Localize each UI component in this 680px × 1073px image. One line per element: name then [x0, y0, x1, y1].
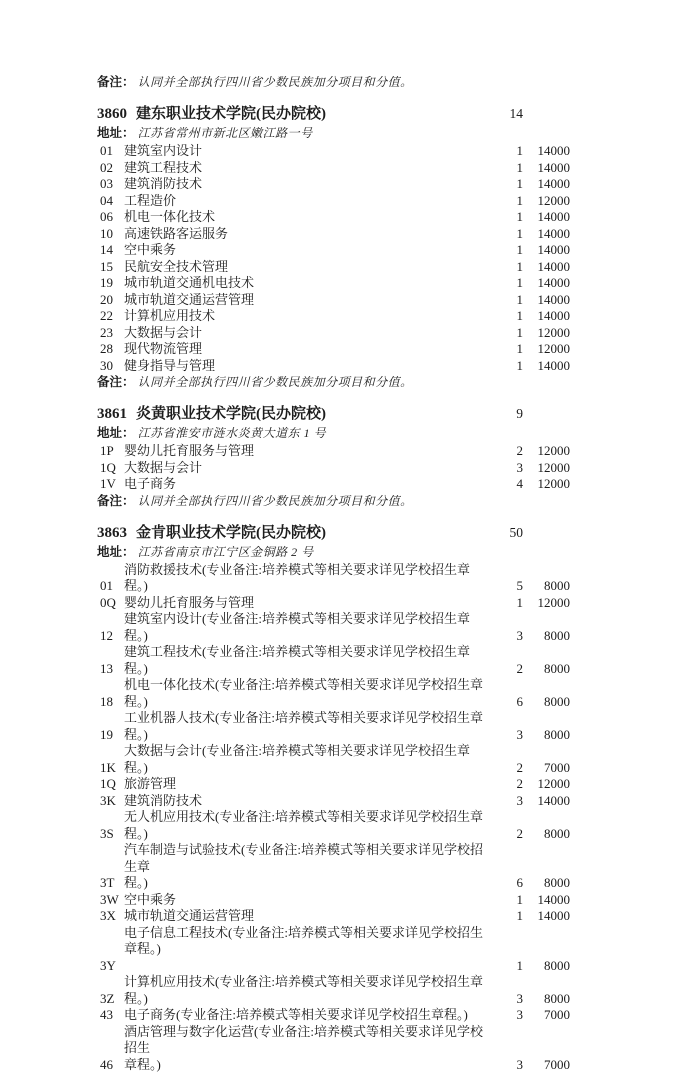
course-code: 30 [97, 358, 124, 375]
course-plan-count: 1 [493, 325, 523, 342]
course-plan-count: 4 [493, 476, 523, 493]
course-name-line: 建筑消防技术 [124, 793, 493, 810]
course-name [124, 1024, 493, 1073]
course-row [97, 443, 570, 460]
course-row [97, 710, 570, 743]
course-row [97, 209, 570, 226]
top-note-row [97, 74, 570, 91]
course-name [124, 677, 493, 710]
school-section [97, 403, 570, 510]
course-list [97, 143, 570, 374]
course-plan-count: 6 [493, 694, 523, 711]
course-plan-count: 3 [493, 1007, 523, 1024]
course-list [97, 562, 570, 1073]
course-name-line: 建筑消防技术 [124, 176, 493, 193]
course-code: 01 [97, 578, 124, 595]
address-label: 地址： [97, 426, 135, 440]
note-label: 备注： [97, 494, 135, 508]
course-tuition-fee: 7000 [523, 1007, 570, 1024]
course-name-line: 大数据与会计 [124, 325, 493, 342]
course-row [97, 1007, 570, 1024]
course-plan-count: 1 [493, 193, 523, 210]
course-code: 06 [97, 209, 124, 226]
course-plan-count: 1 [493, 341, 523, 358]
course-plan-count: 1 [493, 358, 523, 375]
course-tuition-fee: 12000 [523, 476, 570, 493]
course-name [124, 292, 493, 309]
course-row [97, 892, 570, 909]
course-tuition-fee: 14000 [523, 793, 570, 810]
course-plan-count: 1 [493, 308, 523, 325]
course-name [124, 776, 493, 793]
course-tuition-fee: 12000 [523, 341, 570, 358]
course-tuition-fee: 14000 [523, 226, 570, 243]
course-plan-count: 1 [493, 160, 523, 177]
course-code: 15 [97, 259, 124, 276]
school-name: 炎黄职业技术学院(民办院校) [136, 403, 493, 425]
course-tuition-fee: 14000 [523, 308, 570, 325]
course-name [124, 644, 493, 677]
course-name [124, 358, 493, 375]
course-plan-count: 1 [493, 209, 523, 226]
address-text: 江苏省淮安市涟水炎黄大道东 1 号 [138, 426, 327, 440]
course-plan-count: 3 [493, 727, 523, 744]
course-row [97, 842, 570, 892]
course-row [97, 341, 570, 358]
course-code: 13 [97, 661, 124, 678]
course-name-line: 程。) [124, 875, 493, 892]
course-tuition-fee: 14000 [523, 242, 570, 259]
course-row [97, 325, 570, 342]
course-name-line: 无人机应用技术(专业备注:培养模式等相关要求详见学校招生章程。) [124, 809, 493, 842]
course-tuition-fee: 12000 [523, 595, 570, 612]
course-code: 46 [97, 1057, 124, 1073]
course-name-line: 建筑工程技术 [124, 160, 493, 177]
course-name-line: 工程造价 [124, 193, 493, 210]
note-text: 认同并全部执行四川省少数民族加分项目和分值。 [138, 75, 413, 89]
course-name [124, 809, 493, 842]
course-name-line: 计算机应用技术(专业备注:培养模式等相关要求详见学校招生章程。) [124, 974, 493, 1007]
course-name [124, 562, 493, 595]
course-plan-count: 1 [493, 143, 523, 160]
address-label: 地址： [97, 126, 135, 140]
course-code: 04 [97, 193, 124, 210]
course-tuition-fee: 7000 [523, 1057, 570, 1073]
course-name [124, 1007, 493, 1024]
course-row [97, 793, 570, 810]
course-row [97, 308, 570, 325]
course-name [124, 341, 493, 358]
school-section-header [97, 403, 570, 425]
course-row [97, 595, 570, 612]
course-plan-count: 1 [493, 958, 523, 975]
course-tuition-fee: 12000 [523, 460, 570, 477]
course-code: 1V [97, 476, 124, 493]
school-name: 建东职业技术学院(民办院校) [136, 103, 493, 125]
school-section-header [97, 103, 570, 125]
course-row [97, 925, 570, 975]
note-text: 认同并全部执行四川省少数民族加分项目和分值。 [138, 494, 413, 508]
course-tuition-fee: 14000 [523, 358, 570, 375]
course-row [97, 275, 570, 292]
course-plan-count: 3 [493, 460, 523, 477]
course-name-line: 建筑工程技术(专业备注:培养模式等相关要求详见学校招生章程。) [124, 644, 493, 677]
course-name [124, 892, 493, 909]
course-code: 01 [97, 143, 124, 160]
course-code: 3K [97, 793, 124, 810]
course-code: 02 [97, 160, 124, 177]
course-tuition-fee: 8000 [523, 661, 570, 678]
course-name-line: 建筑室内设计(专业备注:培养模式等相关要求详见学校招生章程。) [124, 611, 493, 644]
school-total-count: 9 [493, 403, 523, 425]
course-name [124, 793, 493, 810]
course-code: 1Q [97, 460, 124, 477]
course-row [97, 143, 570, 160]
course-tuition-fee: 8000 [523, 875, 570, 892]
course-tuition-fee: 14000 [523, 160, 570, 177]
course-code: 20 [97, 292, 124, 309]
course-name [124, 160, 493, 177]
course-row [97, 974, 570, 1007]
course-code: 3W [97, 892, 124, 909]
course-row [97, 226, 570, 243]
course-name-line: 城市轨道交通机电技术 [124, 275, 493, 292]
note-label: 备注： [97, 75, 135, 89]
school-code: 3863 [97, 522, 127, 544]
course-tuition-fee: 14000 [523, 275, 570, 292]
course-name-line: 汽车制造与试验技术(专业备注:培养模式等相关要求详见学校招生章 [124, 842, 493, 875]
course-name [124, 209, 493, 226]
course-plan-count: 2 [493, 661, 523, 678]
course-plan-count: 5 [493, 578, 523, 595]
school-section-header [97, 522, 570, 544]
course-code: 12 [97, 628, 124, 645]
course-name [124, 226, 493, 243]
course-code: 1P [97, 443, 124, 460]
course-name [124, 595, 493, 612]
course-name [124, 176, 493, 193]
course-name-line: 高速铁路客运服务 [124, 226, 493, 243]
course-name [124, 743, 493, 776]
course-name-line: 电子商务(专业备注:培养模式等相关要求详见学校招生章程。) [124, 1007, 493, 1024]
section-note-row [97, 374, 570, 391]
course-name [124, 275, 493, 292]
course-tuition-fee: 12000 [523, 443, 570, 460]
course-row [97, 677, 570, 710]
course-name [124, 710, 493, 743]
course-plan-count: 1 [493, 892, 523, 909]
course-tuition-fee: 14000 [523, 209, 570, 226]
course-tuition-fee: 12000 [523, 325, 570, 342]
course-plan-count: 1 [493, 292, 523, 309]
note-label: 备注： [97, 375, 135, 389]
course-tuition-fee: 8000 [523, 826, 570, 843]
course-name-line: 民航安全技术管理 [124, 259, 493, 276]
course-plan-count: 3 [493, 991, 523, 1008]
course-name-line: 健身指导与管理 [124, 358, 493, 375]
course-tuition-fee: 12000 [523, 193, 570, 210]
course-row [97, 160, 570, 177]
school-section [97, 103, 570, 391]
course-plan-count: 2 [493, 443, 523, 460]
course-code: 3Z [97, 991, 124, 1008]
course-name-line: 大数据与会计 [124, 460, 493, 477]
course-code: 3Y [97, 958, 124, 975]
course-name-line: 电子商务 [124, 476, 493, 493]
course-plan-count: 1 [493, 908, 523, 925]
course-plan-count: 1 [493, 176, 523, 193]
course-plan-count: 1 [493, 259, 523, 276]
school-sections-list [97, 103, 570, 1073]
course-row [97, 358, 570, 375]
course-tuition-fee: 14000 [523, 143, 570, 160]
school-total-count: 50 [493, 522, 523, 544]
course-name-line: 章程。) [124, 1057, 493, 1073]
course-plan-count: 1 [493, 226, 523, 243]
course-row [97, 176, 570, 193]
course-row [97, 242, 570, 259]
course-code: 1Q [97, 776, 124, 793]
course-row [97, 611, 570, 644]
course-tuition-fee: 14000 [523, 176, 570, 193]
course-row [97, 776, 570, 793]
course-name-line: 现代物流管理 [124, 341, 493, 358]
course-tuition-fee: 14000 [523, 908, 570, 925]
course-tuition-fee: 8000 [523, 578, 570, 595]
course-name [124, 443, 493, 460]
course-row [97, 809, 570, 842]
course-code: 23 [97, 325, 124, 342]
course-name-line: 电子信息工程技术(专业备注:培养模式等相关要求详见学校招生章程。) [124, 925, 493, 958]
course-plan-count: 1 [493, 242, 523, 259]
course-name [124, 974, 493, 1007]
course-row [97, 292, 570, 309]
course-name [124, 611, 493, 644]
school-code: 3861 [97, 403, 127, 425]
address-row [97, 425, 570, 441]
course-name-line: 婴幼儿托育服务与管理 [124, 443, 493, 460]
course-name-line: 空中乘务 [124, 242, 493, 259]
course-plan-count: 3 [493, 793, 523, 810]
course-row [97, 460, 570, 477]
course-name-line: 机电一体化技术 [124, 209, 493, 226]
course-tuition-fee: 14000 [523, 892, 570, 909]
course-list [97, 443, 570, 493]
course-name-line [124, 958, 493, 975]
page-content [97, 74, 570, 1073]
course-name-line: 建筑室内设计 [124, 143, 493, 160]
course-tuition-fee: 7000 [523, 760, 570, 777]
course-name [124, 460, 493, 477]
course-code: 10 [97, 226, 124, 243]
course-name [124, 476, 493, 493]
course-row [97, 1024, 570, 1073]
school-name: 金肯职业技术学院(民办院校) [136, 522, 493, 544]
note-text: 认同并全部执行四川省少数民族加分项目和分值。 [138, 375, 413, 389]
course-row [97, 193, 570, 210]
course-tuition-fee: 12000 [523, 776, 570, 793]
course-code: 22 [97, 308, 124, 325]
course-tuition-fee: 8000 [523, 958, 570, 975]
course-name-line: 城市轨道交通运营管理 [124, 292, 493, 309]
address-text: 江苏省南京市江宁区金铜路 2 号 [138, 545, 314, 559]
course-name-line: 机电一体化技术(专业备注:培养模式等相关要求详见学校招生章程。) [124, 677, 493, 710]
course-code: 3S [97, 826, 124, 843]
course-name-line: 婴幼儿托育服务与管理 [124, 595, 493, 612]
address-label: 地址： [97, 545, 135, 559]
course-name [124, 842, 493, 892]
course-code: 19 [97, 727, 124, 744]
course-name-line: 工业机器人技术(专业备注:培养模式等相关要求详见学校招生章程。) [124, 710, 493, 743]
course-code: 1K [97, 760, 124, 777]
section-note-row [97, 493, 570, 510]
course-name [124, 908, 493, 925]
course-tuition-fee: 8000 [523, 991, 570, 1008]
course-plan-count: 1 [493, 275, 523, 292]
course-plan-count: 3 [493, 1057, 523, 1073]
course-name [124, 308, 493, 325]
course-row [97, 476, 570, 493]
course-code: 18 [97, 694, 124, 711]
course-plan-count: 6 [493, 875, 523, 892]
course-name-line: 城市轨道交通运营管理 [124, 908, 493, 925]
course-code: 28 [97, 341, 124, 358]
course-name-line: 酒店管理与数字化运营(专业备注:培养模式等相关要求详见学校招生 [124, 1024, 493, 1057]
address-row [97, 125, 570, 141]
course-row [97, 644, 570, 677]
course-code: 19 [97, 275, 124, 292]
course-name-line: 大数据与会计(专业备注:培养模式等相关要求详见学校招生章程。) [124, 743, 493, 776]
course-code: 43 [97, 1007, 124, 1024]
school-section [97, 522, 570, 1073]
address-row [97, 544, 570, 560]
course-tuition-fee: 14000 [523, 292, 570, 309]
course-name [124, 193, 493, 210]
course-name-line: 消防救援技术(专业备注:培养模式等相关要求详见学校招生章程。) [124, 562, 493, 595]
course-plan-count: 3 [493, 628, 523, 645]
course-code: 3X [97, 908, 124, 925]
course-name [124, 925, 493, 975]
course-name-line: 旅游管理 [124, 776, 493, 793]
course-tuition-fee: 8000 [523, 628, 570, 645]
course-tuition-fee: 8000 [523, 727, 570, 744]
course-name [124, 325, 493, 342]
course-plan-count: 2 [493, 776, 523, 793]
school-total-count: 14 [493, 103, 523, 125]
course-code: 03 [97, 176, 124, 193]
course-tuition-fee: 8000 [523, 694, 570, 711]
course-plan-count: 2 [493, 760, 523, 777]
course-name [124, 242, 493, 259]
course-name-line: 计算机应用技术 [124, 308, 493, 325]
school-code: 3860 [97, 103, 127, 125]
course-plan-count: 2 [493, 826, 523, 843]
course-code: 14 [97, 242, 124, 259]
course-row [97, 743, 570, 776]
course-code: 0Q [97, 595, 124, 612]
course-plan-count: 1 [493, 595, 523, 612]
course-name-line: 空中乘务 [124, 892, 493, 909]
course-code: 3T [97, 875, 124, 892]
course-row [97, 908, 570, 925]
course-row [97, 562, 570, 595]
course-row [97, 259, 570, 276]
address-text: 江苏省常州市新北区嫩江路一号 [138, 126, 313, 140]
course-name [124, 143, 493, 160]
course-name [124, 259, 493, 276]
course-tuition-fee: 14000 [523, 259, 570, 276]
